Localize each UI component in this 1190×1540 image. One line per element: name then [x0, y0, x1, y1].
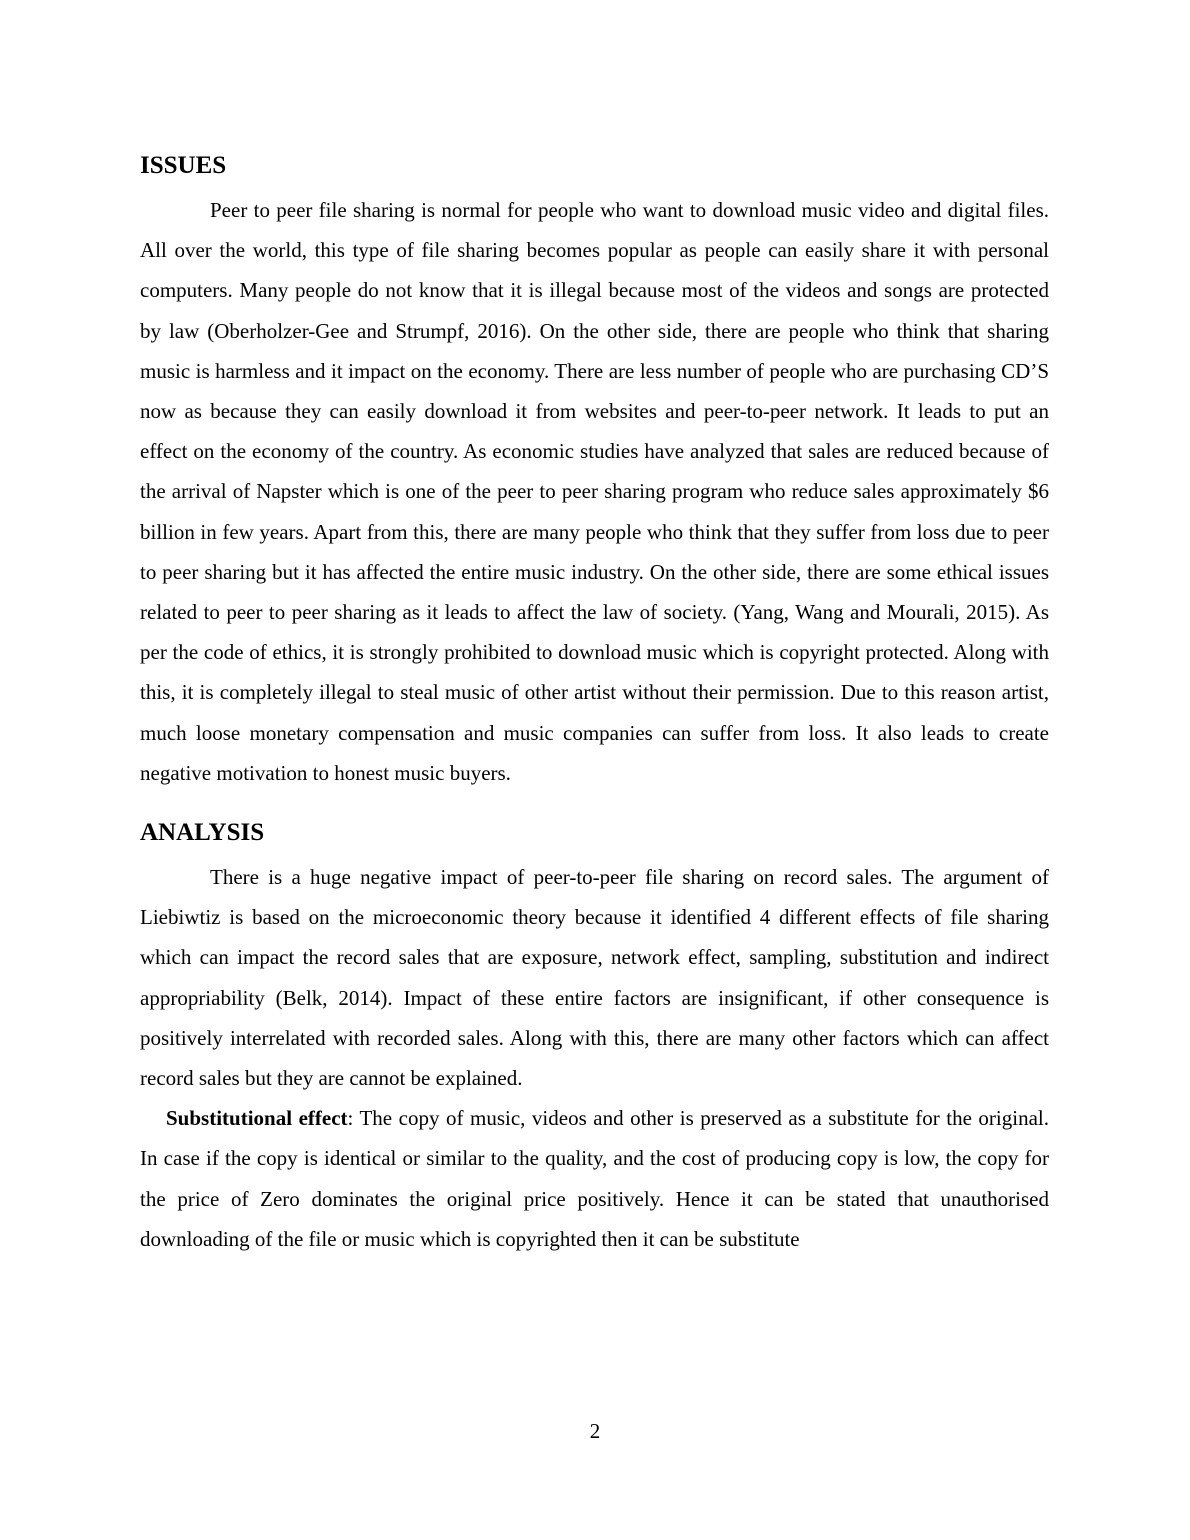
page-content [140, 150, 1049, 1259]
substitutional-effect-term: Substitutional effect [166, 1106, 348, 1131]
analysis-heading: ANALYSIS [140, 819, 265, 847]
page-number: 2 [589, 1419, 601, 1443]
analysis-paragraph: There is a huge negative impact of peer-to-peer file sharing on record sales. The argument of Liebiwtiz is based on the microeconomic theory because it identified 4 different effects of file sharing which can impact the record sales that are exposure, network effect, sampling, substitution and indirect appropriability (Belk, 2014). Impact of these entire factors are insignificant, if other consequence is positively interrelated with recorded sales. Along with this, there are many other factors which can affect record sales but they are cannot be explained. [140, 865, 1049, 1091]
issues-paragraph: Peer to peer file sharing is normal for people who want to download music video and digital files. All over the world, this type of file sharing becomes popular as people can easily share it with personal computers. Many people do not know that it is illegal because most of the videos and songs are protected by law (Oberholzer-Gee and Strumpf, 2016). On the other side, there are people who think that sharing music is harmless and it impact on the economy. There are less number of people who are purchasing CD’S now as because they can easily download it from websites and peer-to-peer network. It leads to put an effect on the economy of the country. As economic studies have analyzed that sales are reduced because of the arrival of Napster which is one of the peer to peer sharing program who reduce sales approximately $6 billion in few years. Apart from this, there are many people who think that they suffer from loss due to peer to peer sharing but it has affected the entire music industry. On the other side, there are some ethical issues related to peer to peer sharing as it leads to affect the law of society. (Yang, Wang and Mourali, 2015). As per the code of ethics, it is strongly prohibited to download music which is copyright protected. Along with this, it is completely illegal to steal music of other artist without their permission. Due to this reason artist, much loose monetary compensation and music companies can suffer from loss. It also leads to create negative motivation to honest music buyers. [140, 198, 1049, 785]
substitutional-effect-text: : The copy of music, videos and other is preserved as a substitute for the original. In case if the copy is identical or similar to the quality, and the cost of producing copy is low, the copy for the price of Zero dominates the original price positively. Hence it can be stated that unauthorised downloading of the file or music which is copyrighted then it can be substitute [140, 1106, 1050, 1251]
substitutional-effect-paragraph [140, 1098, 1049, 1259]
issues-heading: ISSUES [140, 152, 227, 179]
